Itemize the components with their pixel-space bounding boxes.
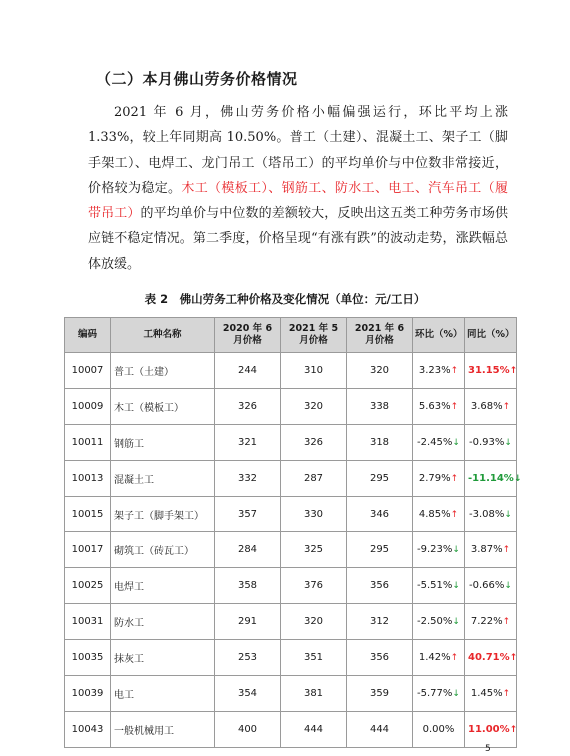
cell-name: 木工（模板工） xyxy=(111,388,215,424)
cell-price-2021-5: 320 xyxy=(281,604,347,640)
cell-code: 10007 xyxy=(65,353,111,389)
cell-code: 10035 xyxy=(65,640,111,676)
cell-price-2021-6: 338 xyxy=(347,388,413,424)
cell-price-2020-6: 357 xyxy=(215,496,281,532)
price-table xyxy=(64,317,522,748)
cell-price-2021-6: 359 xyxy=(347,676,413,712)
arrow-down-icon: ↓ xyxy=(452,688,460,699)
cell-yoy xyxy=(465,532,517,568)
cell-yoy xyxy=(465,388,517,424)
header-mom: 环比（%） xyxy=(413,318,465,353)
table-row xyxy=(65,496,517,532)
table-row xyxy=(65,676,517,712)
arrow-up-icon: ↑ xyxy=(509,653,518,664)
cell-price-2021-5: 325 xyxy=(281,532,347,568)
cell-code: 10031 xyxy=(65,604,111,640)
cell-price-2021-6: 444 xyxy=(347,711,413,747)
cell-price-2020-6: 291 xyxy=(215,604,281,640)
cell-price-2020-6: 400 xyxy=(215,711,281,747)
cell-yoy xyxy=(465,568,517,604)
cell-name: 架子工（脚手架工） xyxy=(111,496,215,532)
summary-paragraph xyxy=(88,100,508,277)
cell-mom-value: -5.51% xyxy=(417,580,453,592)
cell-price-2020-6: 253 xyxy=(215,640,281,676)
cell-yoy-value: -0.93% xyxy=(469,436,505,448)
cell-mom-value: 5.63% xyxy=(418,400,451,412)
arrow-down-icon: ↓ xyxy=(452,617,460,628)
table-row xyxy=(65,568,517,604)
cell-price-2021-5: 310 xyxy=(281,353,347,389)
arrow-up-icon: ↑ xyxy=(450,365,459,376)
arrow-up-icon: ↑ xyxy=(450,653,459,664)
cell-price-2021-6: 295 xyxy=(347,532,413,568)
cell-mom xyxy=(413,640,465,676)
cell-code: 10011 xyxy=(65,424,111,460)
arrow-up-icon: ↑ xyxy=(450,473,459,484)
cell-price-2020-6: 358 xyxy=(215,568,281,604)
cell-price-2020-6: 321 xyxy=(215,424,281,460)
arrow-down-icon: ↓ xyxy=(504,581,512,592)
cell-price-2021-6: 320 xyxy=(347,353,413,389)
cell-mom-value: 0.00% xyxy=(422,723,455,735)
cell-mom xyxy=(413,496,465,532)
cell-mom-value: 2.79% xyxy=(418,472,451,484)
cell-yoy-value: -11.14% xyxy=(468,472,514,484)
arrow-down-icon: ↓ xyxy=(452,581,460,592)
arrow-up-icon: ↑ xyxy=(509,724,518,735)
cell-yoy xyxy=(465,604,517,640)
cell-yoy-value: 7.22% xyxy=(470,616,503,628)
arrow-down-icon: ↓ xyxy=(452,437,460,448)
cell-yoy-value: 31.15% xyxy=(468,364,510,376)
cell-code: 10013 xyxy=(65,460,111,496)
cell-price-2021-5: 376 xyxy=(281,568,347,604)
cell-yoy-value: 11.00% xyxy=(468,723,510,735)
arrow-down-icon: ↓ xyxy=(504,509,512,520)
cell-price-2020-6: 284 xyxy=(215,532,281,568)
cell-price-2021-6: 295 xyxy=(347,460,413,496)
header-yoy: 同比（%） xyxy=(465,318,517,353)
cell-yoy xyxy=(465,496,517,532)
cell-mom xyxy=(413,353,465,389)
cell-mom xyxy=(413,568,465,604)
cell-code: 10039 xyxy=(65,676,111,712)
arrow-down-icon: ↓ xyxy=(513,473,522,484)
cell-price-2020-6: 244 xyxy=(215,353,281,389)
cell-yoy-value: -3.08% xyxy=(469,508,505,520)
cell-yoy xyxy=(465,640,517,676)
cell-yoy xyxy=(465,353,517,389)
table-row xyxy=(65,353,517,389)
table-row xyxy=(65,711,517,747)
cell-yoy xyxy=(465,711,517,747)
cell-mom xyxy=(413,532,465,568)
cell-name: 电工 xyxy=(111,676,215,712)
cell-name: 普工（土建） xyxy=(111,353,215,389)
cell-name: 抹灰工 xyxy=(111,640,215,676)
cell-price-2021-5: 444 xyxy=(281,711,347,747)
cell-name: 一般机械用工 xyxy=(111,711,215,747)
cell-mom-value: -2.45% xyxy=(417,436,453,448)
cell-name: 砌筑工（砖瓦工） xyxy=(111,532,215,568)
cell-yoy xyxy=(465,676,517,712)
cell-price-2021-5: 381 xyxy=(281,676,347,712)
cell-mom xyxy=(413,424,465,460)
cell-name: 防水工 xyxy=(111,604,215,640)
paragraph-text-2: 的平均单价与中位数的差额较大，反映出这五类工种劳务市场供应链不稳定情况。第二季度，价格呈现“有涨有跌”的波动走势，涨跌幅总体放缓。 xyxy=(88,206,508,272)
table-row xyxy=(65,604,517,640)
table-row xyxy=(65,640,517,676)
cell-code: 10025 xyxy=(65,568,111,604)
cell-mom-value: 4.85% xyxy=(418,508,451,520)
arrow-up-icon: ↑ xyxy=(502,688,511,699)
cell-price-2021-5: 330 xyxy=(281,496,347,532)
cell-code: 10017 xyxy=(65,532,111,568)
cell-price-2020-6: 326 xyxy=(215,388,281,424)
cell-mom xyxy=(413,676,465,712)
cell-yoy xyxy=(465,424,517,460)
cell-price-2021-5: 320 xyxy=(281,388,347,424)
cell-price-2020-6: 354 xyxy=(215,676,281,712)
header-2020-6: 2020 年 6 月价格 xyxy=(215,318,281,353)
page-number: 5 xyxy=(485,744,491,754)
arrow-down-icon: ↓ xyxy=(452,545,460,556)
cell-code: 10015 xyxy=(65,496,111,532)
cell-mom xyxy=(413,388,465,424)
cell-name: 混凝土工 xyxy=(111,460,215,496)
cell-yoy-value: 40.71% xyxy=(468,652,510,664)
cell-price-2021-6: 356 xyxy=(347,640,413,676)
cell-price-2021-6: 318 xyxy=(347,424,413,460)
cell-yoy-value: -0.66% xyxy=(469,580,505,592)
arrow-up-icon: ↑ xyxy=(502,545,511,556)
paragraph-text-1: 2021 年 6 月，佛山劳务价格小幅偏强运行，环比平均上涨 1.33%，较上年同期高 10.50%。普工（土建）、混凝土工、架子工（脚手架工）、电焊工、龙门吊工（塔吊工）的平均单价与中位数非常接近，价格较为稳定。 xyxy=(88,105,508,196)
table-row xyxy=(65,532,517,568)
header-code: 编码 xyxy=(65,318,111,353)
arrow-up-icon: ↑ xyxy=(502,617,511,628)
cell-name: 钢筋工 xyxy=(111,424,215,460)
cell-price-2021-6: 356 xyxy=(347,568,413,604)
cell-mom xyxy=(413,460,465,496)
table-header-row xyxy=(65,318,517,353)
cell-yoy-value: 3.87% xyxy=(470,544,503,556)
paragraph-highlight: 木工（模板工）、钢筋工、防水工、电工、汽车吊工（履带吊工） xyxy=(88,180,508,222)
arrow-up-icon: ↑ xyxy=(502,401,511,412)
cell-mom-value: -2.50% xyxy=(417,616,453,628)
arrow-up-icon: ↑ xyxy=(450,401,459,412)
cell-mom-value: -9.23% xyxy=(417,544,453,556)
header-2021-5: 2021 年 5 月价格 xyxy=(281,318,347,353)
arrow-down-icon: ↓ xyxy=(504,437,512,448)
cell-mom-value: -5.77% xyxy=(417,687,453,699)
cell-price-2021-5: 287 xyxy=(281,460,347,496)
cell-price-2021-5: 351 xyxy=(281,640,347,676)
cell-name: 电焊工 xyxy=(111,568,215,604)
cell-mom-value: 1.42% xyxy=(418,652,451,664)
table-row xyxy=(65,424,517,460)
cell-mom xyxy=(413,604,465,640)
arrow-up-icon: ↑ xyxy=(509,365,518,376)
cell-code: 10009 xyxy=(65,388,111,424)
cell-price-2020-6: 332 xyxy=(215,460,281,496)
cell-yoy-value: 1.45% xyxy=(470,687,503,699)
header-2021-6: 2021 年 6 月价格 xyxy=(347,318,413,353)
table-row xyxy=(65,460,517,496)
section-heading: （二）本月佛山劳务价格情况 xyxy=(96,70,298,88)
cell-price-2021-6: 312 xyxy=(347,604,413,640)
cell-code: 10043 xyxy=(65,711,111,747)
arrow-up-icon: ↑ xyxy=(450,509,459,520)
table-caption: 表 2 佛山劳务工种价格及变化情况（单位：元/工日） xyxy=(144,292,426,306)
cell-mom-value: 3.23% xyxy=(418,364,451,376)
cell-price-2021-5: 326 xyxy=(281,424,347,460)
cell-price-2021-6: 346 xyxy=(347,496,413,532)
cell-yoy-value: 3.68% xyxy=(470,400,503,412)
cell-yoy xyxy=(465,460,522,496)
header-name: 工种名称 xyxy=(111,318,215,353)
table-row xyxy=(65,388,517,424)
cell-mom xyxy=(413,711,465,747)
